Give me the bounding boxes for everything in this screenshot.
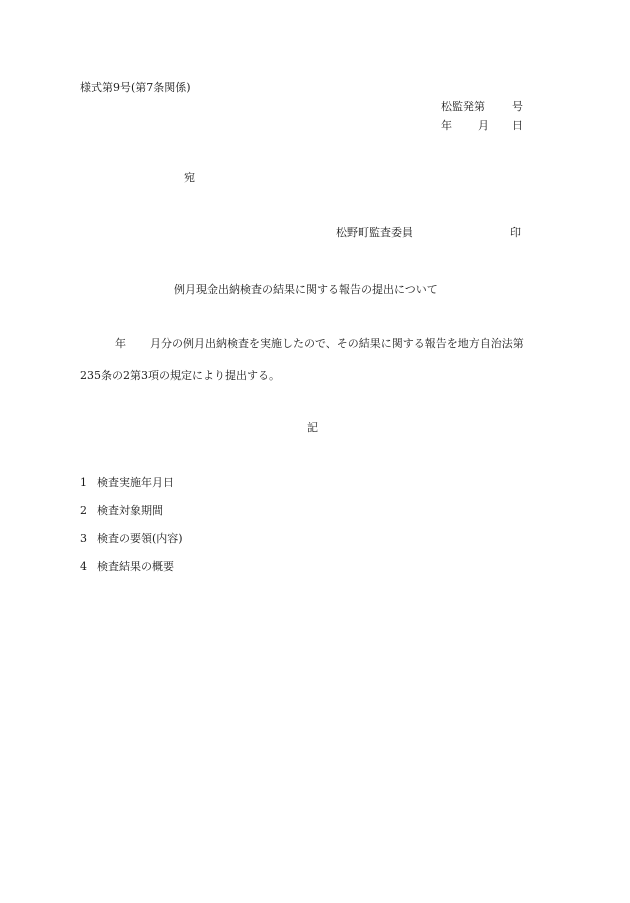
date-day-label: 日: [512, 119, 523, 132]
body-year-label: 年: [115, 337, 126, 350]
form-label: 様式第9号(第7条関係): [80, 81, 191, 94]
list-item: [80, 477, 174, 488]
subject-line: 例月現金出納検査の結果に関する報告の提出について: [174, 283, 438, 296]
body-line-1: 月分の例月出納検査を実施したので、その結果に関する報告を地方自治法第: [150, 337, 524, 350]
body-line-2: 235条の2第3項の規定により提出する。: [80, 369, 280, 382]
date-month-label: 月: [478, 119, 489, 132]
list-item-label: 検査結果の概要: [97, 560, 174, 573]
list-item-number: 2: [80, 504, 87, 517]
date-year-label: 年: [441, 119, 452, 132]
list-item-label: 検査の要領(内容): [97, 532, 183, 545]
list-item-label: 検査実施年月日: [97, 476, 174, 489]
list-item-number: 3: [80, 532, 87, 545]
addressee-label: 宛: [184, 171, 195, 184]
document-number-prefix: 松監発第: [441, 100, 485, 113]
ki-heading: 記: [307, 421, 318, 434]
sender-name: 松野町監査委員: [336, 226, 413, 239]
document-number-suffix: 号: [512, 100, 523, 113]
list-item: [80, 505, 163, 516]
list-item-label: 検査対象期間: [97, 504, 163, 517]
list-item: [80, 561, 174, 572]
list-item-number: 1: [80, 476, 87, 489]
list-item-number: 4: [80, 560, 87, 573]
list-item: [80, 533, 183, 544]
seal-mark: 印: [510, 226, 521, 239]
